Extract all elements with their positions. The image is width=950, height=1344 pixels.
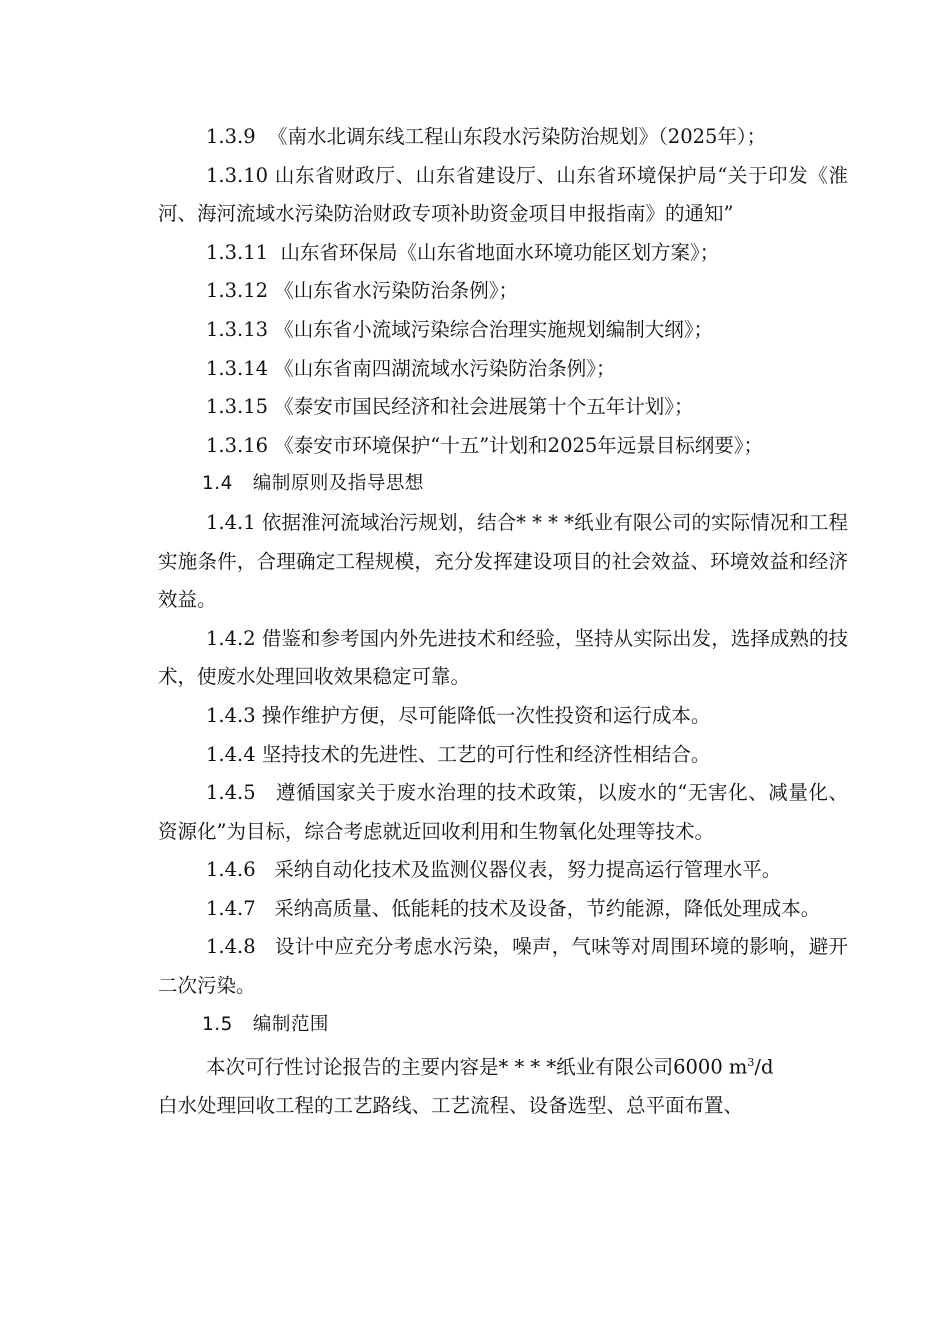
unit-tail: /d	[754, 1055, 774, 1079]
item-number: 1.4.8	[206, 935, 256, 959]
principle-1-4-3	[158, 697, 848, 736]
section-heading-1-5	[158, 1006, 848, 1045]
principle-1-4-1	[158, 504, 848, 620]
item-text: 采纳自动化技术及监测仪器仪表，努力提高运行管理水平。	[274, 858, 782, 882]
scope-paragraph-line-1	[158, 1044, 848, 1087]
ref-1-3-14	[158, 350, 848, 389]
item-number: 1.4.2	[206, 626, 256, 650]
item-text: 采纳高质量、低能耗的技术及设备，节约能源，降低处理成本。	[274, 896, 821, 920]
unit-base: m	[728, 1055, 748, 1079]
item-number: 1.4.4	[206, 742, 256, 766]
ref-1-3-10	[158, 157, 848, 234]
item-number: 1.4.1	[206, 510, 256, 534]
item-number: 1.3.13	[206, 317, 269, 341]
item-text: 山东省财政厅、山东省建设厅、山东省环境保护局“关于印发《淮河、海河流域水污染防治财政专项补助资金项目申报指南》的通知”	[158, 163, 848, 226]
scope-text-cont: 白水处理回收工程的工艺路线、工艺流程、设备选型、总平面布置、	[158, 1094, 744, 1118]
item-number: 1.3.16	[206, 433, 269, 457]
scope-paragraph-line-2	[158, 1087, 848, 1126]
item-text: 《山东省南四湖流域水污染防治条例》；	[274, 356, 616, 380]
item-text: 操作维护方便，尽可能降低一次性投资和运行成本。	[261, 703, 711, 727]
item-text: 设计中应充分考虑水污染，噪声，气味等对周围环境的影响，避开二次污染。	[158, 935, 848, 998]
document-body	[158, 118, 848, 1126]
principle-1-4-7	[158, 890, 848, 929]
item-text: 《泰安市国民经济和社会进展第十个五年计划》；	[274, 395, 694, 419]
principle-1-4-6	[158, 851, 848, 890]
principle-1-4-2	[158, 620, 848, 697]
principle-1-4-8	[158, 928, 848, 1005]
item-text: 山东省环保局《山东省地面水环境功能区划方案》；	[280, 240, 720, 264]
ref-1-3-15	[158, 388, 848, 427]
section-title: 编制范围	[252, 1013, 329, 1035]
item-number: 1.4.7	[206, 896, 256, 920]
item-text: 《泰安市环境保护“十五”计划和2025年远景目标纲要》；	[274, 433, 764, 457]
item-text: 遵循国家关于废水治理的技术政策，以废水的“无害化、减量化、资源化”为目标，综合考虑就近回收利用和生物氧化处理等技术。	[158, 781, 848, 843]
principle-1-4-4	[158, 736, 848, 775]
principle-1-4-5	[158, 774, 848, 851]
item-number: 1.3.15	[206, 395, 269, 419]
item-text: 《南水北调东线工程山东段水污染防治规划》（2025年）；	[268, 125, 767, 148]
ref-1-3-11	[158, 234, 848, 273]
item-number: 1.3.14	[206, 356, 269, 380]
item-text: 借鉴和参考国内外先进技术和经验，坚持从实际出发，选择成熟的技术，使废水处理回收效果稳定可靠。	[158, 626, 848, 689]
item-number: 1.3.9	[206, 125, 256, 148]
item-number: 1.4.5	[206, 781, 256, 805]
ref-1-3-16	[158, 427, 848, 466]
item-number: 1.3.12	[206, 279, 269, 303]
item-number: 1.4.3	[206, 703, 256, 727]
scope-text: 本次可行性讨论报告的主要内容是* * * *纸业有限公司6000	[206, 1055, 729, 1079]
item-number: 1.3.10	[206, 163, 269, 187]
item-number: 1.3.11	[206, 240, 269, 264]
item-text: 依据淮河流域治污规划，结合* * * *纸业有限公司的实际情况和工程实施条件，合理确定工程规模，充分发挥建设项目的社会效益、环境效益和经济效益。	[158, 510, 848, 612]
section-title: 编制原则及指导思想	[252, 473, 424, 495]
unit-superscript: 3	[747, 1056, 755, 1070]
ref-1-3-9	[158, 118, 848, 157]
item-text: 《山东省水污染防治条例》；	[274, 279, 518, 303]
item-text: 坚持技术的先进性、工艺的可行性和经济性相结合。	[261, 742, 711, 766]
ref-1-3-13	[158, 311, 848, 350]
item-text: 《山东省小流域污染综合治理实施规划编制大纲》；	[274, 317, 713, 341]
item-number: 1.4.6	[206, 858, 256, 882]
section-number: 1.4	[202, 473, 233, 495]
section-heading-1-4	[158, 465, 848, 504]
section-number: 1.5	[202, 1013, 233, 1035]
ref-1-3-12	[158, 272, 848, 311]
